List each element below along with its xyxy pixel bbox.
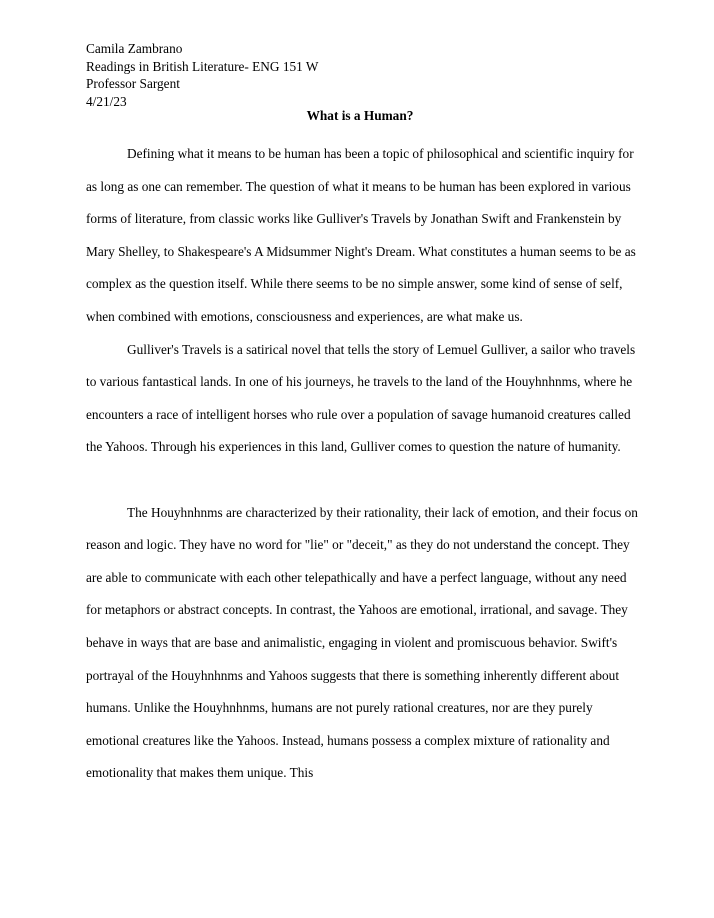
professor-name: Professor Sargent (86, 76, 180, 91)
paragraph-2: Gulliver's Travels is a satirical novel that tells the story of Lemuel Gulliver, a sailor who travels to various fantastical lands. In one of his journeys, he travels to the land of the Houyhnhnms, where he encounters a race of intelligent horses who rule over a population of savage humanoid creatures called the Yahoos. Through his experiences in this land, Gulliver comes to question the nature of humanity. (86, 341, 636, 455)
mla-heading (86, 40, 318, 110)
date: 4/21/23 (86, 93, 127, 109)
blank-line (86, 464, 638, 497)
course-name: Readings in British Literature- ENG 151 W (86, 58, 319, 74)
paragraph-1: Defining what it means to be human has been a topic of philosophical and scientific inquiry for as long as one can remember. The question of what it means to be human has been explored in various forms of literature, from classic works like Gulliver's Travels by Jonathan Swift and Frankenstein by Mary Shelley, to Shakespeare's A Midsummer Night's Dream. What constitutes a human seems to be as complex as the question itself. While there seems to be no simple answer, some kind of sense of self, when combined with emotions, consciousness and experiences, are what make us. (86, 146, 636, 324)
author-name: Camila Zambrano (86, 41, 183, 56)
paragraph-3: The Houyhnhnms are characterized by their rationality, their lack of emotion, and their focus on reason and logic. They have no word for "lie" or "deceit," as they do not understand the concept. They are able to communicate with each other telepathically and have a perfect language, without any need for metaphors or abstract concepts. In contrast, the Yahoos are emotional, irrational, and savage. They behave in ways that are base and animalistic, engaging in violent and promiscuous behavior. Swift's portrayal of the Houyhnhnms and Yahoos suggests that there is something inherently different about humans. Unlike the Houyhnhnms, humans are not purely rational creatures, nor are they purely emotional creatures like the Yahoos. Instead, humans possess a complex mixture of rationality and emotionality that makes them unique. This (86, 504, 638, 781)
essay-body (86, 138, 638, 790)
essay-title: What is a Human? (306, 108, 414, 123)
